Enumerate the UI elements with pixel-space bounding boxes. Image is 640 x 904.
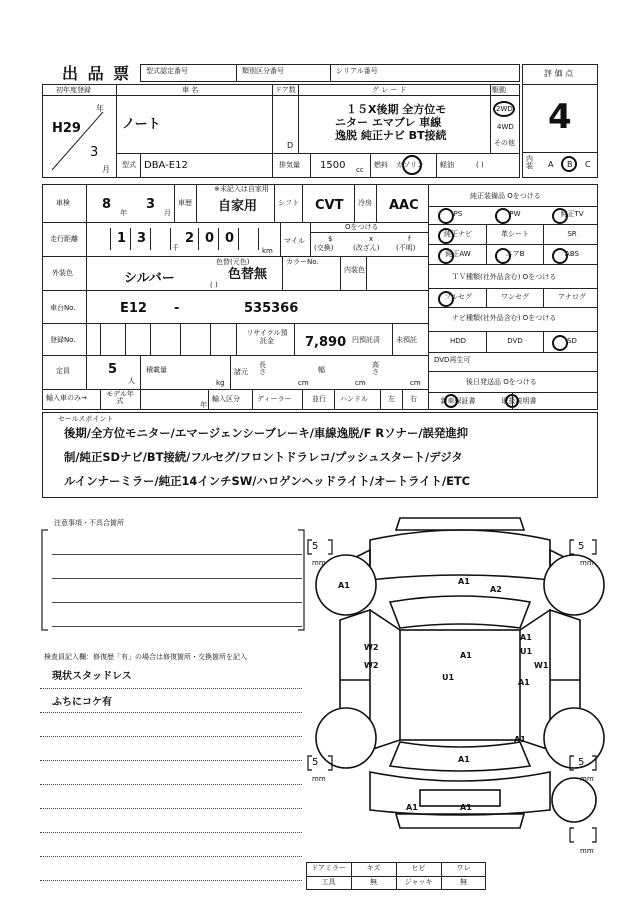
shaken-label: 車検 xyxy=(56,199,70,207)
damage-mark: A1 xyxy=(460,651,472,660)
model-year-unit: 年 xyxy=(200,401,207,409)
legend-value: ジャッキ xyxy=(404,878,433,886)
damage-mark: U1 xyxy=(442,673,455,682)
mm-unit: mm xyxy=(580,559,594,567)
handle-left: 左 xyxy=(388,395,395,403)
ac-value: AAC xyxy=(389,198,419,213)
interior-b-circle xyxy=(561,156,577,172)
equipment-item: 革シート xyxy=(501,230,529,238)
length-label: 長さ xyxy=(259,361,266,376)
interior-a: A xyxy=(548,160,554,169)
year-suffix: 年 xyxy=(96,104,104,113)
navi-circle xyxy=(552,335,568,351)
height-label: 高さ xyxy=(372,361,379,376)
damage-mark: A1 xyxy=(338,581,350,590)
model-cert-label: 型式認定番号 xyxy=(146,67,188,75)
mile-unit: マイル xyxy=(284,237,305,245)
navi-title: ナビ種類(社外品含む) Oをつける xyxy=(452,314,557,322)
interior-c: C xyxy=(585,160,591,169)
legend-value: 工具 xyxy=(321,878,336,886)
door-mark: D xyxy=(287,141,294,150)
equipment-item: 純正ナビ xyxy=(444,230,472,238)
recycle-not: 未預託 xyxy=(396,336,417,344)
damage-mark: A1 xyxy=(460,803,472,812)
reg-no-label: 登録No. xyxy=(50,336,76,344)
equipment-item: 純正TV xyxy=(560,210,584,218)
equipment-item: SR xyxy=(567,230,577,238)
sales-line-3: ルインナーミラー/純正14インチSW/ハロゲンヘッドライト/オートライト/ETC xyxy=(64,474,471,488)
damage-mark: A2 xyxy=(490,585,502,594)
usage-label: 車歴 xyxy=(178,199,192,207)
drive-4wd: 4WD xyxy=(497,123,514,131)
fuel-diesel: 軽油 xyxy=(440,161,454,169)
meter-unknown-sym: f xyxy=(408,235,411,243)
model-code: DBA-E12 xyxy=(144,160,188,171)
grade-line-3: 逸脱 純正ナビ BT接続 xyxy=(335,129,447,142)
damage-mark: A1 xyxy=(514,735,526,744)
mm-unit: mm xyxy=(312,775,326,783)
sales-line-2: 制/純正SDナビ/BT接続/フルセグ/フロントドラレコ/プッシュスタート/デジタ xyxy=(64,450,463,464)
chassis-prefix: E12 xyxy=(120,301,147,316)
legend-header: ワレ xyxy=(456,864,471,872)
inspector-label: 検査員記入欄：修復歴「有」の場合は修復箇所・交換箇所を記入 xyxy=(44,653,247,661)
inspector-line-2: ふちにコケ有 xyxy=(52,697,112,708)
equipment-item: 純正AW xyxy=(445,250,471,258)
legend-header: ドアミラー xyxy=(311,864,346,872)
dvd-label: DVD再生可 xyxy=(434,356,471,364)
recycle-label: リサイクル預託金 xyxy=(246,329,288,345)
meter-exchange: (交換) xyxy=(314,244,334,252)
drive-other: その他 xyxy=(494,139,515,147)
ac-label: 冷房 xyxy=(358,199,372,207)
mileage-label: 走行距離 xyxy=(50,235,78,243)
mileage-digit: 0 xyxy=(205,231,215,246)
km-unit: km xyxy=(262,247,273,255)
capacity-unit: 人 xyxy=(128,377,135,385)
recycle-unit: 円預託済 xyxy=(352,336,380,344)
mm-unit: mm xyxy=(580,847,594,855)
evaluation-score: 4 xyxy=(548,97,572,137)
color-value: シルバー xyxy=(124,271,175,286)
grade-line-1: １５X後期 全方位モ xyxy=(346,103,447,116)
dims-label: 諸元 xyxy=(234,368,248,376)
model-label: 型式 xyxy=(122,161,136,169)
tread-front-left: 5 xyxy=(312,541,319,552)
equipment-title: 純正装備品 Oをつける xyxy=(470,192,541,200)
mileage-digit: 0 xyxy=(225,231,235,246)
meter-circle-note: Oをつける xyxy=(345,223,379,231)
fuel-paren: ( ) xyxy=(476,161,484,169)
import-type-label: 輸入区分 xyxy=(212,395,240,403)
legend-value: 無 xyxy=(460,878,467,886)
equipment-circle xyxy=(552,248,568,264)
fuel-gasoline-circle xyxy=(402,155,422,175)
equipment-circle xyxy=(552,208,568,224)
import-label: 輸入車のみ→ xyxy=(46,394,87,402)
meter-tamper-sym: x xyxy=(369,235,374,243)
meter-unknown: (不明) xyxy=(396,244,416,252)
drive-label: 駆動 xyxy=(492,86,506,94)
navi-item: SD xyxy=(567,337,577,345)
inspector-line-1: 現状スタッドレス xyxy=(52,671,132,682)
handle-label: ハンドル xyxy=(340,395,368,403)
mm-unit: mm xyxy=(580,775,594,783)
legend-value: 無 xyxy=(370,878,377,886)
grade-line-2: ニター エマブレ 車線 xyxy=(335,116,442,129)
equipment-item: PS xyxy=(453,210,463,218)
damage-mark: A1 xyxy=(520,633,532,642)
handle-right: 右 xyxy=(410,395,417,403)
form-title: 出 品 票 xyxy=(62,64,132,83)
fuel-gasoline: ガソリン xyxy=(396,161,424,169)
equipment-item: PW xyxy=(509,210,521,218)
sales-point-label: セールスポイント xyxy=(58,415,114,423)
capacity-value: 5 xyxy=(108,362,118,377)
original-color-label: 色替(元色) xyxy=(216,258,250,266)
tv-item: ワンセグ xyxy=(501,293,529,301)
equipment-circle xyxy=(495,208,511,224)
mileage-digit: 1 xyxy=(117,231,127,246)
first-reg-month: 3 xyxy=(90,145,99,160)
equipment-item: エアB xyxy=(505,250,525,258)
drive-2wd-circle xyxy=(493,101,515,117)
mileage-digit: 3 xyxy=(137,231,147,246)
original-color-value: 色替無 xyxy=(228,267,268,282)
equipment-circle xyxy=(495,248,511,264)
import-dealer: ディーラー xyxy=(257,395,292,403)
damage-mark: W2 xyxy=(364,661,379,670)
damage-mark: W1 xyxy=(534,661,549,670)
tread-brackets xyxy=(306,538,606,848)
later-title: 後日発送品 Oをつける xyxy=(466,378,537,386)
tv-item: アナログ xyxy=(558,293,586,301)
later-item: 新車保証書 xyxy=(440,397,476,405)
drive-2wd: 2WD xyxy=(496,105,513,113)
tread-rear-left: 5 xyxy=(312,757,319,768)
shaken-month: 3 xyxy=(146,197,156,212)
interior-color-label: 内装色 xyxy=(344,266,365,274)
recycle-amount: 7,890 xyxy=(305,335,347,350)
kg-unit: kg xyxy=(216,379,225,387)
displacement-value: 1500 xyxy=(320,160,346,171)
later-item: 取扱説明書 xyxy=(501,397,537,405)
tread-rear-right: 5 xyxy=(578,757,585,768)
interior-label: 内装 xyxy=(526,155,533,170)
navi-item: HDD xyxy=(449,337,467,345)
damage-mark: U1 xyxy=(520,647,533,656)
usage-note: ※未記入は自家用 xyxy=(214,185,269,193)
color-no-label: カラーNo. xyxy=(286,258,319,266)
shift-label: シフト xyxy=(278,199,299,207)
evaluation-label: 評 価 点 xyxy=(544,69,574,78)
thousand-unit: 千 xyxy=(172,244,179,252)
length-cm: cm xyxy=(298,379,309,387)
load-label: 積載量 xyxy=(146,366,167,374)
tv-item: フルセグ xyxy=(444,293,472,301)
chassis-label: 車台No. xyxy=(50,304,76,312)
equipment-circle xyxy=(438,248,454,264)
mm-unit: mm xyxy=(312,559,326,567)
legend-header: ヒビ xyxy=(411,864,426,872)
meter-tamper: (改ざん) xyxy=(353,244,380,252)
displacement-label: 排気量 xyxy=(279,161,300,169)
interior-b: B xyxy=(567,160,573,169)
caution-label: 注意事項・不具合箇所 xyxy=(54,519,124,527)
usage-value: 自家用 xyxy=(218,199,258,214)
equipment-circle xyxy=(438,228,454,244)
width-cm: cm xyxy=(355,379,366,387)
capacity-label: 定員 xyxy=(56,367,70,375)
category-label: 類別区分番号 xyxy=(242,67,284,75)
damage-mark: W2 xyxy=(364,643,379,652)
chassis-number: 535366 xyxy=(244,301,299,316)
import-parallel: 並行 xyxy=(312,395,326,403)
caution-brackets xyxy=(40,526,310,636)
height-cm: cm xyxy=(410,379,421,387)
equipment-circle xyxy=(438,208,454,224)
month-suffix: 月 xyxy=(102,165,110,174)
color-label: 外装色 xyxy=(52,269,73,277)
later-circle xyxy=(444,394,458,408)
doors-label: ドア数 xyxy=(275,86,296,94)
shaken-month-unit: 月 xyxy=(164,209,171,217)
width-label: 幅 xyxy=(318,366,325,374)
tv-circle xyxy=(438,291,454,307)
car-name-label: 車 名 xyxy=(182,86,199,94)
grade-label: グ レ ー ド xyxy=(372,86,407,94)
original-color-paren: ( ) xyxy=(210,281,218,289)
damage-mark: A1 xyxy=(518,678,530,687)
fuel-label: 燃料 xyxy=(374,161,388,169)
cc-unit: cc xyxy=(356,166,364,174)
chassis-dash: - xyxy=(174,301,180,316)
tread-front-right: 5 xyxy=(578,541,585,552)
mileage-digit: 2 xyxy=(185,231,195,246)
damage-mark: A1 xyxy=(458,577,470,586)
first-reg-label: 初年度登録 xyxy=(56,86,91,94)
date-slash xyxy=(48,108,108,174)
damage-mark: A1 xyxy=(458,755,470,764)
tv-title: ＴＶ種類(社外品含む) Oをつける xyxy=(452,273,557,281)
equipment-item: ABS xyxy=(565,250,579,258)
legend-header: キズ xyxy=(366,864,381,872)
shaken-year: 8 xyxy=(102,197,112,212)
shift-value: CVT xyxy=(315,198,344,213)
car-name: ノート xyxy=(122,117,161,132)
sales-line-1: 後期/全方位モニター/エマージェンシーブレーキ/車線逸脱/F Rソナー/誤発進抑 xyxy=(64,426,469,440)
navi-item: DVD xyxy=(507,337,523,345)
meter-exchange-sym: $ xyxy=(328,235,333,243)
serial-label: シリアル番号 xyxy=(336,67,378,75)
shaken-year-unit: 年 xyxy=(120,209,127,217)
first-reg-year: H29 xyxy=(52,121,81,136)
model-year-label: モデル年式 xyxy=(106,390,134,405)
damage-mark: A1 xyxy=(406,803,418,812)
